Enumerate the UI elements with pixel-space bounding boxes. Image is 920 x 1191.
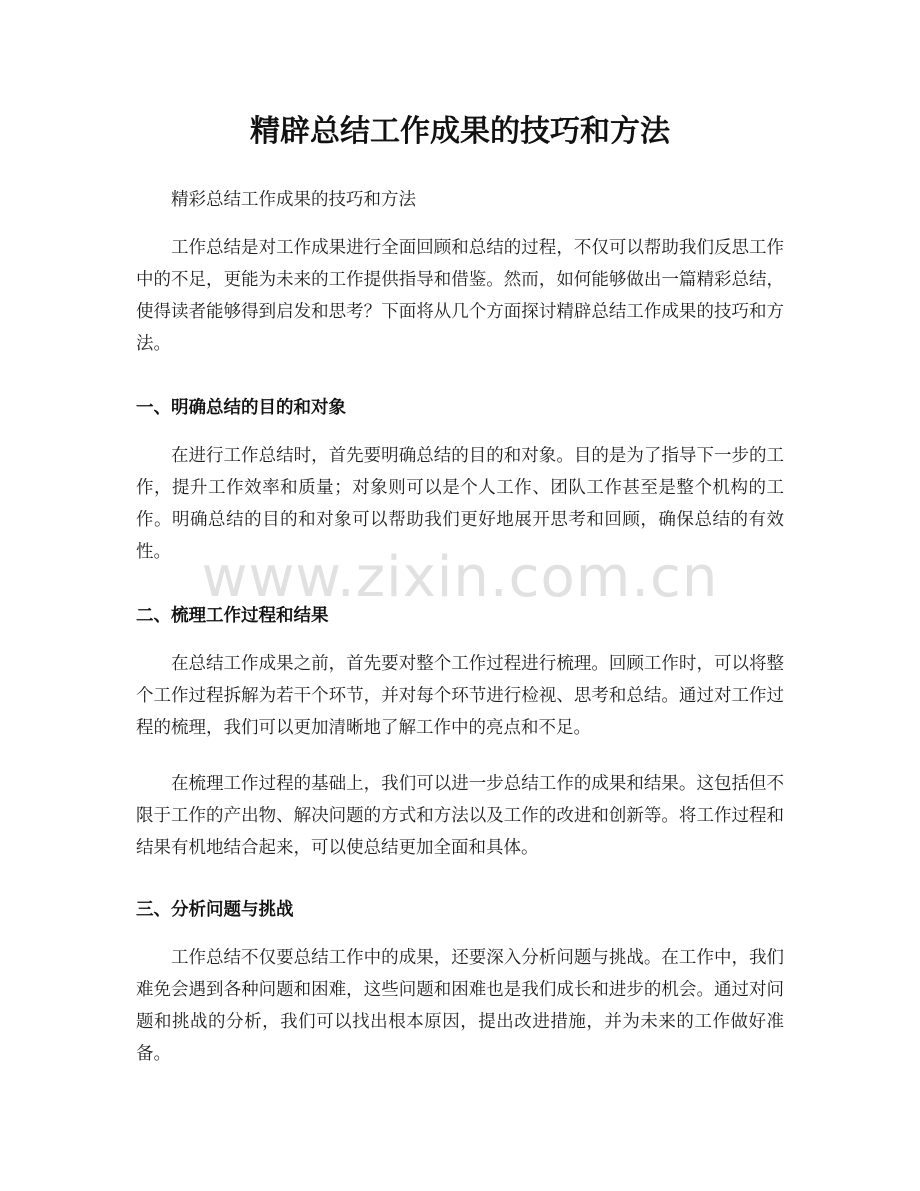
section-2-heading: 二、梳理工作过程和结果 [136, 606, 329, 626]
section-1-heading: 一、明确总结的目的和对象 [136, 398, 346, 418]
document-subtitle: 精彩总结工作成果的技巧和方法 [171, 190, 416, 210]
intro-paragraph: 工作总结是对工作成果进行全面回顾和总结的过程，不仅可以帮助我们反思工作中的不足，更能为未来的工作提供指导和借鉴。然而，如何能够做出一篇精彩总结，使得读者能够得到启发和思考？下面将从几个方面探讨精辟总结工作成果的技巧和方法。 [136, 238, 784, 354]
section-2-paragraph-1: 在总结工作成果之前，首先要对整个工作过程进行梳理。回顾工作时，可以将整个工作过程拆解为若干个环节，并对每个环节进行检视、思考和总结。通过对工作过程的梳理，我们可以更加清晰地了解工作中的亮点和不足。 [136, 654, 784, 738]
section-2-paragraph-2: 在梳理工作过程的基础上，我们可以进一步总结工作的成果和结果。这包括但不限于工作的产出物、解决问题的方式和方法以及工作的改进和创新等。将工作过程和结果有机地结合起来，可以使总结更加全面和具体。 [136, 774, 784, 858]
section-1-paragraph-1: 在进行工作总结时，首先要明确总结的目的和对象。目的是为了指导下一步的工作，提升工作效率和质量；对象则可以是个人工作、团队工作甚至是整个机构的工作。明确总结的目的和对象可以帮助我们更好地展开思考和回顾，确保总结的有效性。 [136, 446, 784, 562]
document-title: 精辟总结工作成果的技巧和方法 [250, 114, 670, 149]
watermark: www.zixin.com.cn [201, 545, 719, 610]
section-3-heading: 三、分析问题与挑战 [136, 900, 294, 920]
section-3-paragraph-1: 工作总结不仅要总结工作中的成果，还要深入分析问题与挑战。在工作中，我们难免会遇到各种问题和困难，这些问题和困难也是我们成长和进步的机会。通过对问题和挑战的分析，我们可以找出根本原因，提出改进措施，并为未来的工作做好准备。 [136, 948, 784, 1064]
